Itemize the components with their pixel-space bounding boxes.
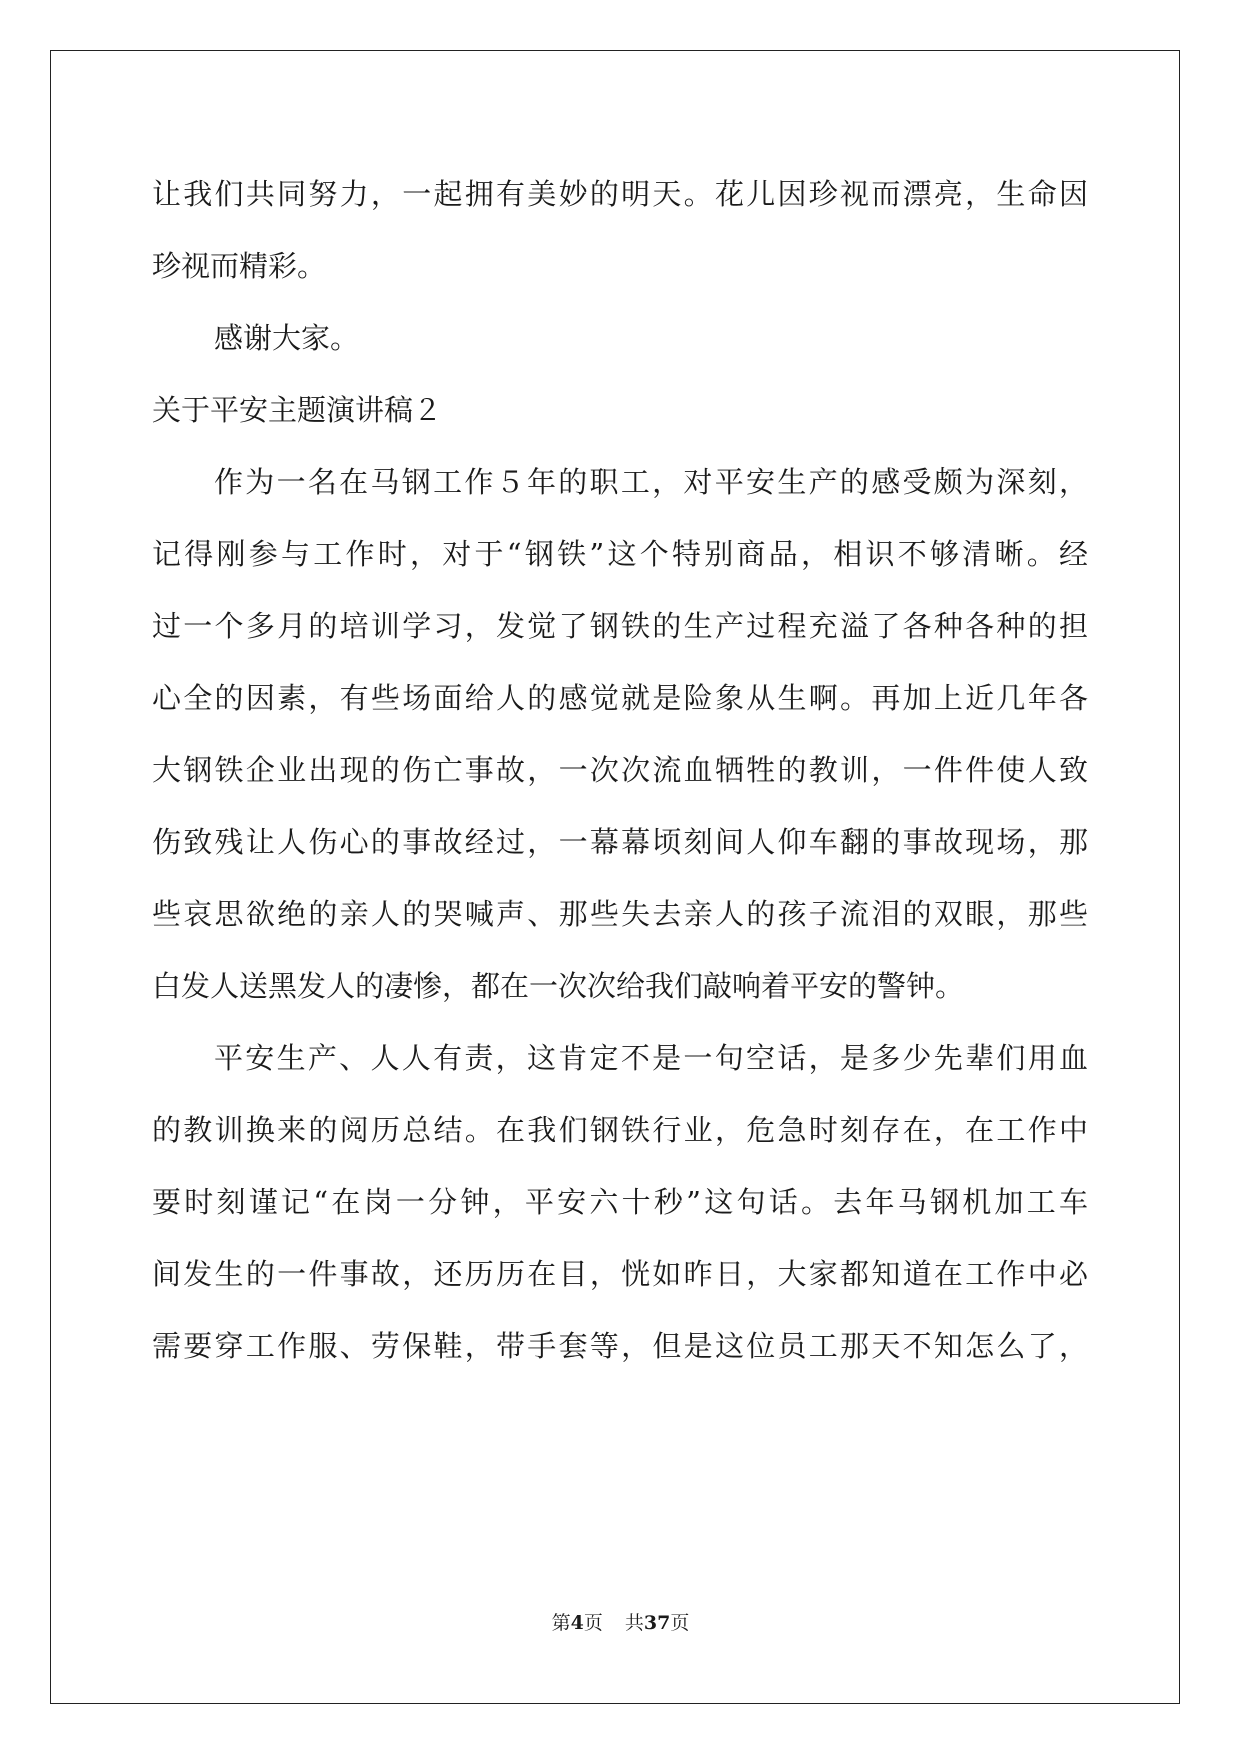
paragraph-line: 感谢大家。 bbox=[214, 321, 360, 355]
footer-total-prefix: 共 bbox=[624, 1612, 644, 1634]
footer-total-pages: 37 bbox=[643, 1612, 671, 1634]
footer-total-suffix: 页 bbox=[670, 1612, 690, 1634]
paragraph-line: 伤致残让人伤心的事故经过，一幕幕顷刻间人仰车翻的事故现场，那 bbox=[152, 825, 1088, 859]
paragraph-line: 白发人送黑发人的凄惨，都在一次次给我们敲响着平安的警钟。 bbox=[152, 969, 965, 1003]
paragraph-line: 心全的因素，有些场面给人的感觉就是险象从生啊。再加上近几年各 bbox=[152, 681, 1088, 715]
paragraph-line: 作为一名在马钢工作５年的职工，对平安生产的感受颇为深刻， bbox=[214, 465, 1088, 499]
paragraph-line: 平安生产、人人有责，这肯定不是一句空话，是多少先辈们用血 bbox=[214, 1041, 1088, 1075]
paragraph-line: 让我们共同努力，一起拥有美妙的明天。花儿因珍视而漂亮，生命因 bbox=[152, 177, 1088, 211]
page-footer bbox=[0, 1608, 1241, 1635]
paragraph-line: 些哀思欲绝的亲人的哭喊声、那些失去亲人的孩子流泪的双眼，那些 bbox=[152, 897, 1088, 931]
paragraph-line: 需要穿工作服、劳保鞋，带手套等，但是这位员工那天不知怎么了， bbox=[152, 1329, 1088, 1363]
footer-page-prefix: 第 bbox=[551, 1612, 571, 1634]
paragraph-line: 要时刻谨记“在岗一分钟，平安六十秒”这句话。去年马钢机加工车 bbox=[152, 1185, 1088, 1219]
section-heading: 关于平安主题演讲稿２ bbox=[152, 393, 443, 427]
paragraph-line: 间发生的一件事故，还历历在目，恍如昨日，大家都知道在工作中必 bbox=[152, 1257, 1088, 1291]
paragraph-line: 记得刚参与工作时，对于“钢铁”这个特别商品，相识不够清晰。经 bbox=[152, 537, 1088, 571]
document-body bbox=[152, 158, 1088, 1382]
footer-current-page: 4 bbox=[570, 1612, 584, 1634]
paragraph-line: 珍视而精彩。 bbox=[152, 249, 327, 283]
paragraph-line: 的教训换来的阅历总结。在我们钢铁行业，危急时刻存在，在工作中 bbox=[152, 1113, 1088, 1147]
paragraph-line: 大钢铁企业出现的伤亡事故，一次次流血牺牲的教训，一件件使人致 bbox=[152, 753, 1088, 787]
paragraph-line: 过一个多月的培训学习，发觉了钢铁的生产过程充溢了各种各种的担 bbox=[152, 609, 1088, 643]
footer-page-suffix: 页 bbox=[583, 1612, 603, 1634]
